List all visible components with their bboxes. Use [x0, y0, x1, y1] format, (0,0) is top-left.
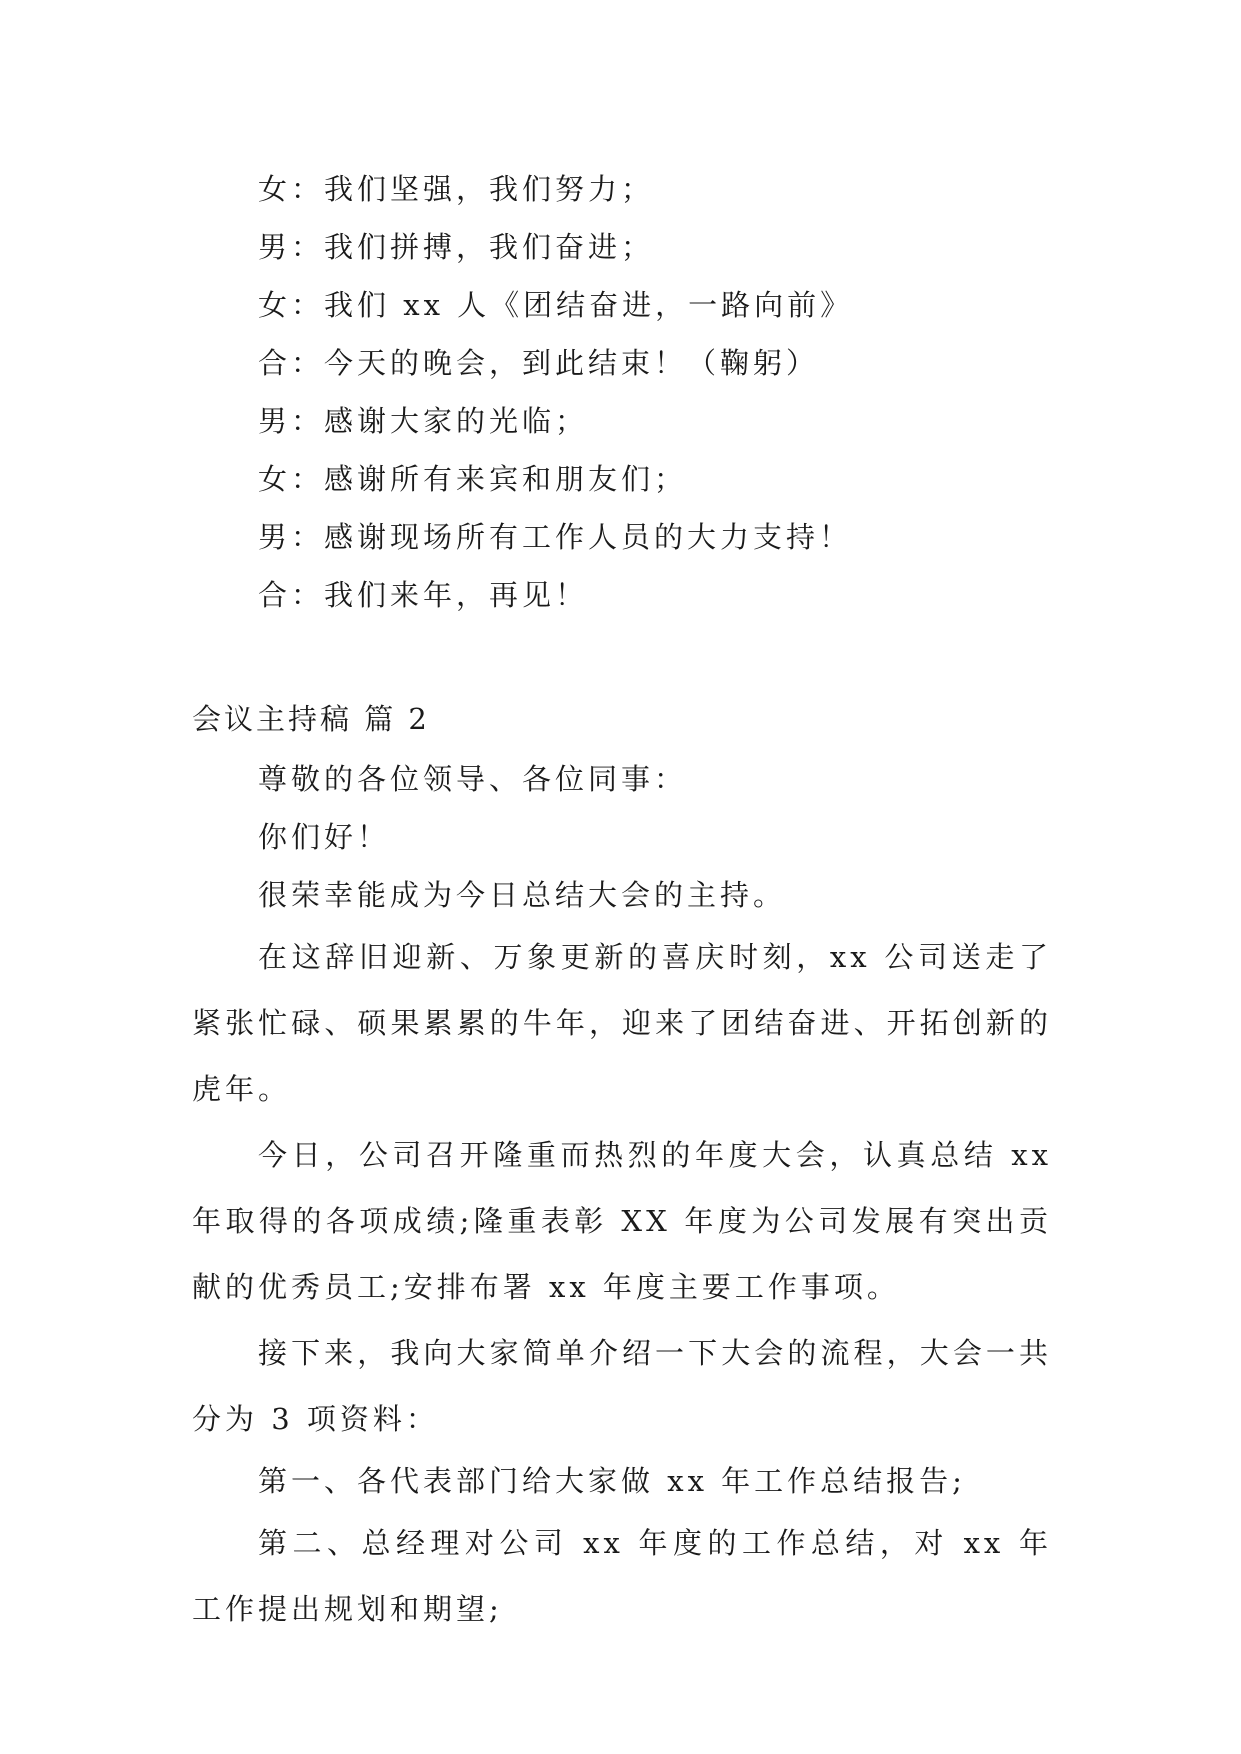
section-title: 会议主持稿 篇 2 — [192, 702, 430, 736]
dialogue-line: 合：我们来年，再见！ — [258, 578, 589, 612]
dialogue-line: 女：我们 xx 人《团结奋进，一路向前》 — [258, 288, 854, 322]
intro-paragraph: 很荣幸能成为今日总结大会的主持。 — [258, 878, 787, 912]
section-2 — [192, 690, 1052, 1642]
agenda-item: 第二、总经理对公司 xx 年度的工作总结，对 xx 年工作提出规划和期望; — [192, 1526, 1052, 1626]
dialogue-line: 女：感谢所有来宾和朋友们； — [258, 462, 688, 496]
closing-dialogue — [192, 160, 1052, 624]
greeting-paragraph: 尊敬的各位领导、各位同事： — [258, 762, 688, 796]
body-paragraph: 今日，公司召开隆重而热烈的年度大会，认真总结 xx 年取得的各项成绩;隆重表彰 XX 年度为公司发展有突出贡献的优秀员工;安排布署 xx 年度主要工作事项。 — [192, 1138, 1052, 1304]
dialogue-line: 合：今天的晚会，到此结束！（鞠躬） — [258, 346, 820, 380]
dialogue-line: 男：感谢大家的光临； — [258, 404, 589, 438]
dialogue-line: 女：我们坚强，我们努力； — [258, 172, 655, 206]
hello-paragraph: 你们好！ — [258, 820, 391, 854]
dialogue-line: 男：我们拼搏，我们奋进； — [258, 230, 655, 264]
body-paragraph: 接下来，我向大家简单介绍一下大会的流程，大会一共分为 3 项资料： — [192, 1336, 1052, 1436]
agenda-item: 第一、各代表部门给大家做 xx 年工作总结报告; — [258, 1464, 966, 1498]
dialogue-line: 男：感谢现场所有工作人员的大力支持！ — [258, 520, 853, 554]
body-paragraph: 在这辞旧迎新、万象更新的喜庆时刻，xx 公司送走了紧张忙碌、硕果累累的牛年，迎来了团结奋进、开拓创新的虎年。 — [192, 940, 1052, 1106]
